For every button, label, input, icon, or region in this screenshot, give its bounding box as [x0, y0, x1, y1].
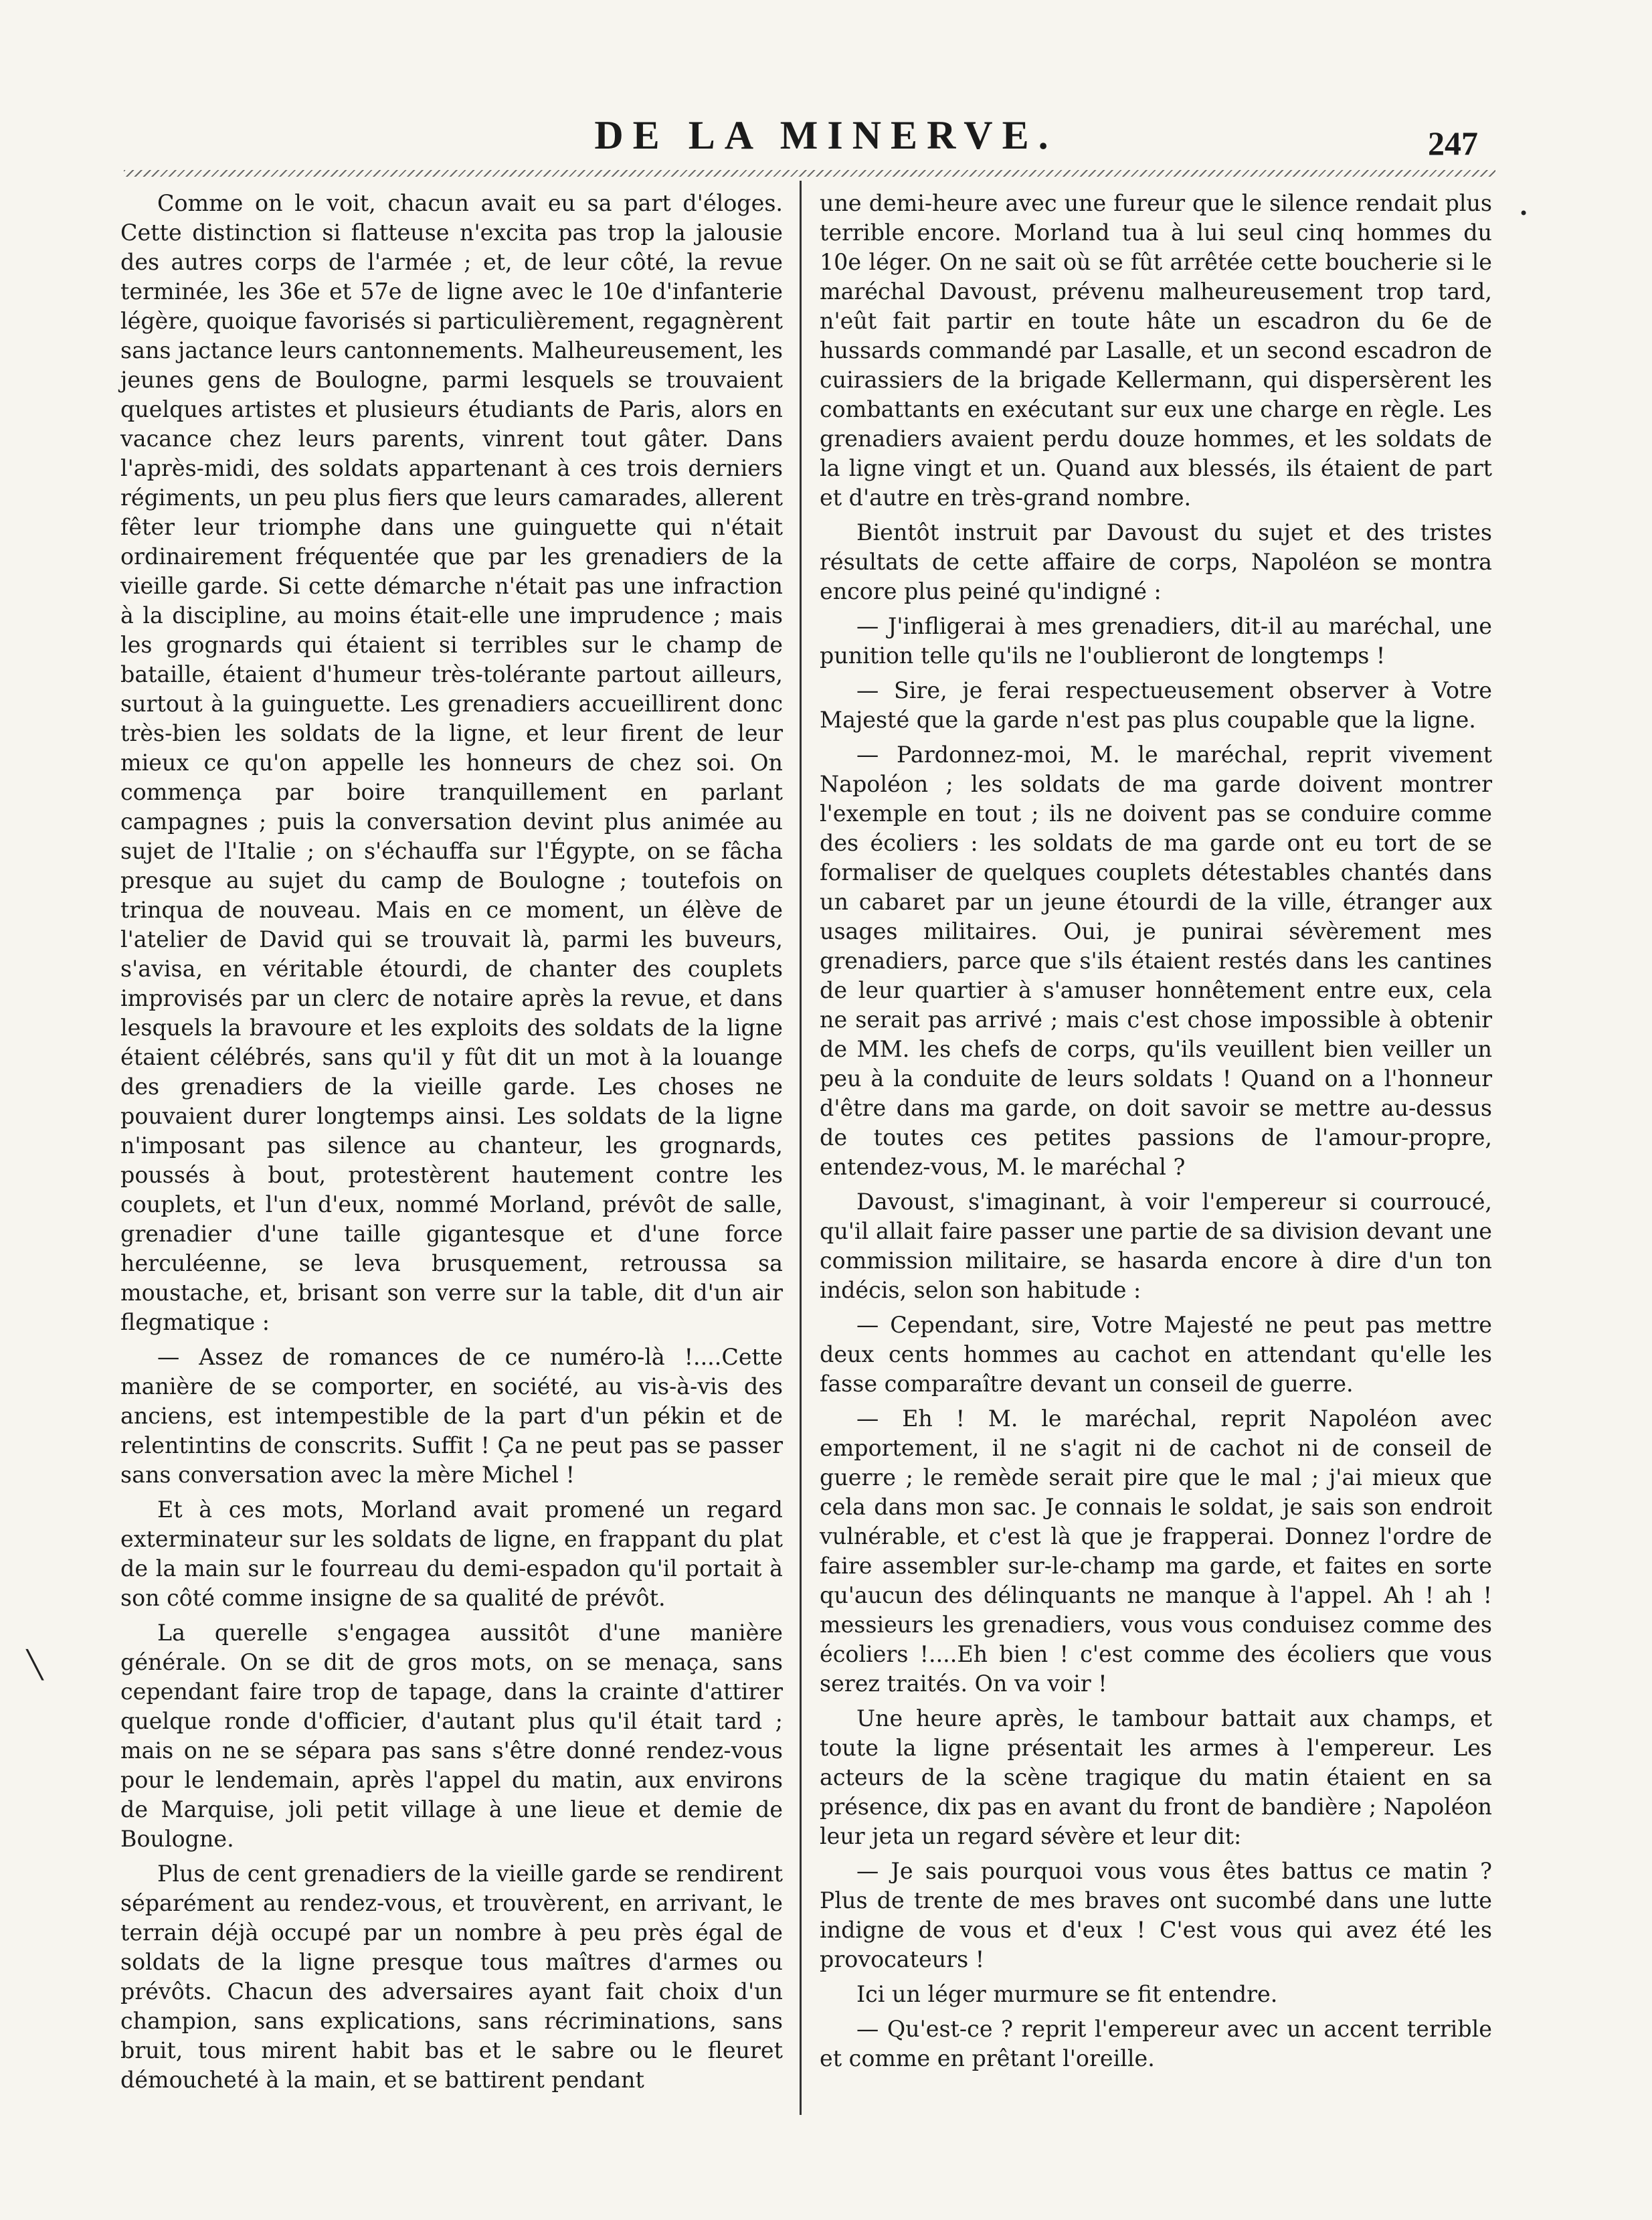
- right-column: [820, 189, 1492, 2073]
- left-column: [120, 189, 783, 2095]
- paragraph: — Sire, je ferai respectueusement observer à Votre Majesté que la garde n'est pas plus coupable que la ligne.: [820, 677, 1492, 733]
- paragraph: Une heure après, le tambour battait aux champs, et toute la ligne présentait les armes à l'empereur. Les acteurs de la scène tragique du matin étaient en sa présence, dix pas en avant du front de bandière ; Napoléon leur jeta un regard sévère et leur dit:: [820, 1705, 1492, 1849]
- paragraph: une demi-heure avec une fureur que le silence rendait plus terrible encore. Morland tua à lui seul cinq hommes du 10e léger. On ne sait où se fût arrêtée cette boucherie si le maréchal Davoust, prévenu malheureusement trop tard, n'eût fait partir en toute hâte un escadron du 6e de hussards commandé par Lasalle, et un second escadron de cuirassiers de la brigade Kellermann, qui dispersèrent les combattants en exécutant sur eux une charge en règle. Les grenadiers avaient perdu douze hommes, et les soldats de la ligne vingt et un. Quand aux blessés, ils étaient de part et d'autre en très-grand nombre.: [820, 190, 1492, 511]
- margin-dot: •: [1519, 204, 1529, 223]
- page-number: 247: [1428, 124, 1478, 162]
- paragraph: — Pardonnez-moi, M. le maréchal, reprit vivement Napoléon ; les soldats de ma garde doivent montrer l'exemple en tout ; ils ne doivent pas se conduire comme des écoliers : les soldats de ma garde ont eu tort de se formaliser de quelques couplets détestables chantés dans un cabaret par un jeune étourdi de la ville, étranger aux usages militaires. Oui, je punirai sévèrement mes grenadiers, parce que s'ils étaient restés dans les cantines de leur quartier à s'amuser honnêtement entre eux, cela ne serait pas arrivé ; mais c'est chose impossible à obtenir de MM. les chefs de corps, qu'ils veuillent bien veiller un peu à la conduite de leurs soldats ! Quand on a l'honneur d'être dans ma garde, on doit savoir se mettre au-dessus de toutes ces petites passions de l'amour-propre, entendez-vous, M. le maréchal ?: [820, 742, 1492, 1180]
- paragraph: Ici un léger murmure se fit entendre.: [856, 1981, 1278, 2007]
- paragraph: — Eh ! M. le maréchal, reprit Napoléon avec emportement, il ne s'agit ni de cachot ni de conseil de guerre ; le remède serait pire que le mal ; j'ai mieux que cela dans mon sac. Je connais le soldat, je sais son endroit vulnérable, et c'est là que je frapperai. Donnez l'ordre de faire assembler sur-le-champ ma garde, et faites en sorte qu'aucun des délinquants ne manque à l'appel. Ah ! ah ! messieurs les grenadiers, vous vous conduisez comme des écoliers !....Eh bien ! c'est comme des écoliers que vous serez traités. On va voir !: [820, 1405, 1492, 1697]
- paragraph: Comme on le voit, chacun avait eu sa part d'éloges. Cette distinction si flatteuse n'excita pas trop la jalousie des autres corps de l'armée ; et, de leur côté, la revue terminée, les 36e et 57e de ligne avec le 10e d'infanterie légère, quoique favorisés si particulièrement, regagnèrent sans jactance leurs cantonnements. Malheureusement, les jeunes gens de Boulogne, parmi lesquels se trouvaient quelques artistes et plusieurs étudiants de Paris, alors en vacance chez leurs parents, vinrent tout gâter. Dans l'après-midi, des soldats appartenant à ces trois derniers régiments, un peu plus fiers que leurs camarades, allerent fêter leur triomphe dans une guinguette qui n'était ordinairement fréquentée que par les grenadiers de la vieille garde. Si cette démarche n'était pas une infraction à la discipline, au moins était-elle une imprudence ; mais les grognards qui étaient si terribles sur le champ de bataille, étaient d'humeur très-tolérante partout ailleurs, surtout à la guinguette. Les grenadiers accueillirent donc très-bien les soldats de la ligne, et leur firent de leur mieux ce qu'on appelle les honneurs de chez soi. On commença par boire tranquillement en parlant campagnes ; puis la conversation devint plus animée au sujet de l'Italie ; on s'échauffa sur l'Égypte, on se fâcha presque au sujet du camp de Boulogne ; toutefois on trinqua de nouveau. Mais en ce moment, un élève de l'atelier de David qui se trouvait là, parmi les buveurs, s'avisa, en véritable étourdi, de chanter des couplets improvisés par un clerc de notaire après la revue, et dans lesquels la bravoure et les exploits des soldats de la ligne étaient célébrés, sans qu'il y fût dit un mot à la louange des grenadiers de la vieille garde. Les choses ne pouvaient durer longtemps ainsi. Les soldats de la ligne n'imposant pas silence au chanteur, les grognards, poussés à bout, protestèrent hautement contre les couplets, et l'un d'eux, nommé Morland, prévôt de salle, grenadier d'une taille gigantesque et d'une force herculéenne, se leva brusquement, retroussa sa moustache, et, brisant son verre sur la table, dit d'un air flegmatique :: [120, 190, 783, 1335]
- paragraph: — Qu'est-ce ? reprit l'empereur avec un accent terrible et comme en prêtant l'oreille.: [820, 2016, 1492, 2071]
- column-divider: [800, 181, 802, 2115]
- margin-mark: ╲: [27, 1650, 43, 1681]
- running-title: DE LA MINERVE.: [594, 113, 1058, 157]
- paragraph: — Cependant, sire, Votre Majesté ne peut pas mettre deux cents hommes au cachot en attendant qu'elle les fasse comparaître devant un conseil de guerre.: [820, 1312, 1492, 1397]
- paragraph: — Assez de romances de ce numéro-là !....Cette manière de se comporter, en société, au vis-à-vis des anciens, est intempestible de la part d'un pékin et de relentintins de conscrits. Suffit ! Ça ne peut pas se passer sans conversation avec la mère Michel !: [120, 1344, 783, 1488]
- paragraph: La querelle s'engagea aussitôt d'une manière générale. On se dit de gros mots, on se menaça, sans cependant faire trop de tapage, dans la crainte d'attirer quelque ronde d'officier, d'autant plus qu'il était tard ; mais on ne se sépara pas sans s'être donné rendez-vous pour le lendemain, après l'appel du matin, aux environs de Marquise, joli petit village à une lieue et demie de Boulogne.: [120, 1620, 783, 1852]
- paragraph: Davoust, s'imaginant, à voir l'empereur si courroucé, qu'il allait faire passer une partie de sa division devant une commission militaire, se hasarda encore à dire d'un ton indécis, selon son habitude :: [820, 1189, 1492, 1303]
- paragraph: — J'infligerai à mes grenadiers, dit-il au maréchal, une punition telle qu'ils ne l'oublieront de longtemps !: [820, 613, 1492, 669]
- paragraph: Bientôt instruit par Davoust du sujet et des tristes résultats de cette affaire de corps, Napoléon se montra encore plus peiné qu'indigné :: [820, 519, 1492, 604]
- paragraph: — Je sais pourquoi vous vous êtes battus ce matin ? Plus de trente de mes braves ont sucombé dans une lutte indigne de vous et d'eux ! C'est vous qui avez été les provocateurs !: [820, 1858, 1492, 1972]
- paragraph: Et à ces mots, Morland avait promené un regard exterminateur sur les soldats de ligne, en frappant du plat de la main sur le fourreau du demi-espadon qu'il portait à son côté comme insigne de sa qualité de prévôt.: [120, 1497, 783, 1611]
- paragraph: Plus de cent grenadiers de la vieille garde se rendirent séparément au rendez-vous, et trouvèrent, en arrivant, le terrain déjà occupé par un nombre à peu près égal de soldats de la ligne presque tous maîtres d'armes ou prévôts. Chacun des adversaires ayant fait choix d'un champion, sans explications, sans récriminations, sans bruit, tous mirent habit bas et le sabre ou le fleuret démoucheté à la main, et se battirent pendant: [120, 1861, 783, 2093]
- header-rule: [124, 170, 1495, 177]
